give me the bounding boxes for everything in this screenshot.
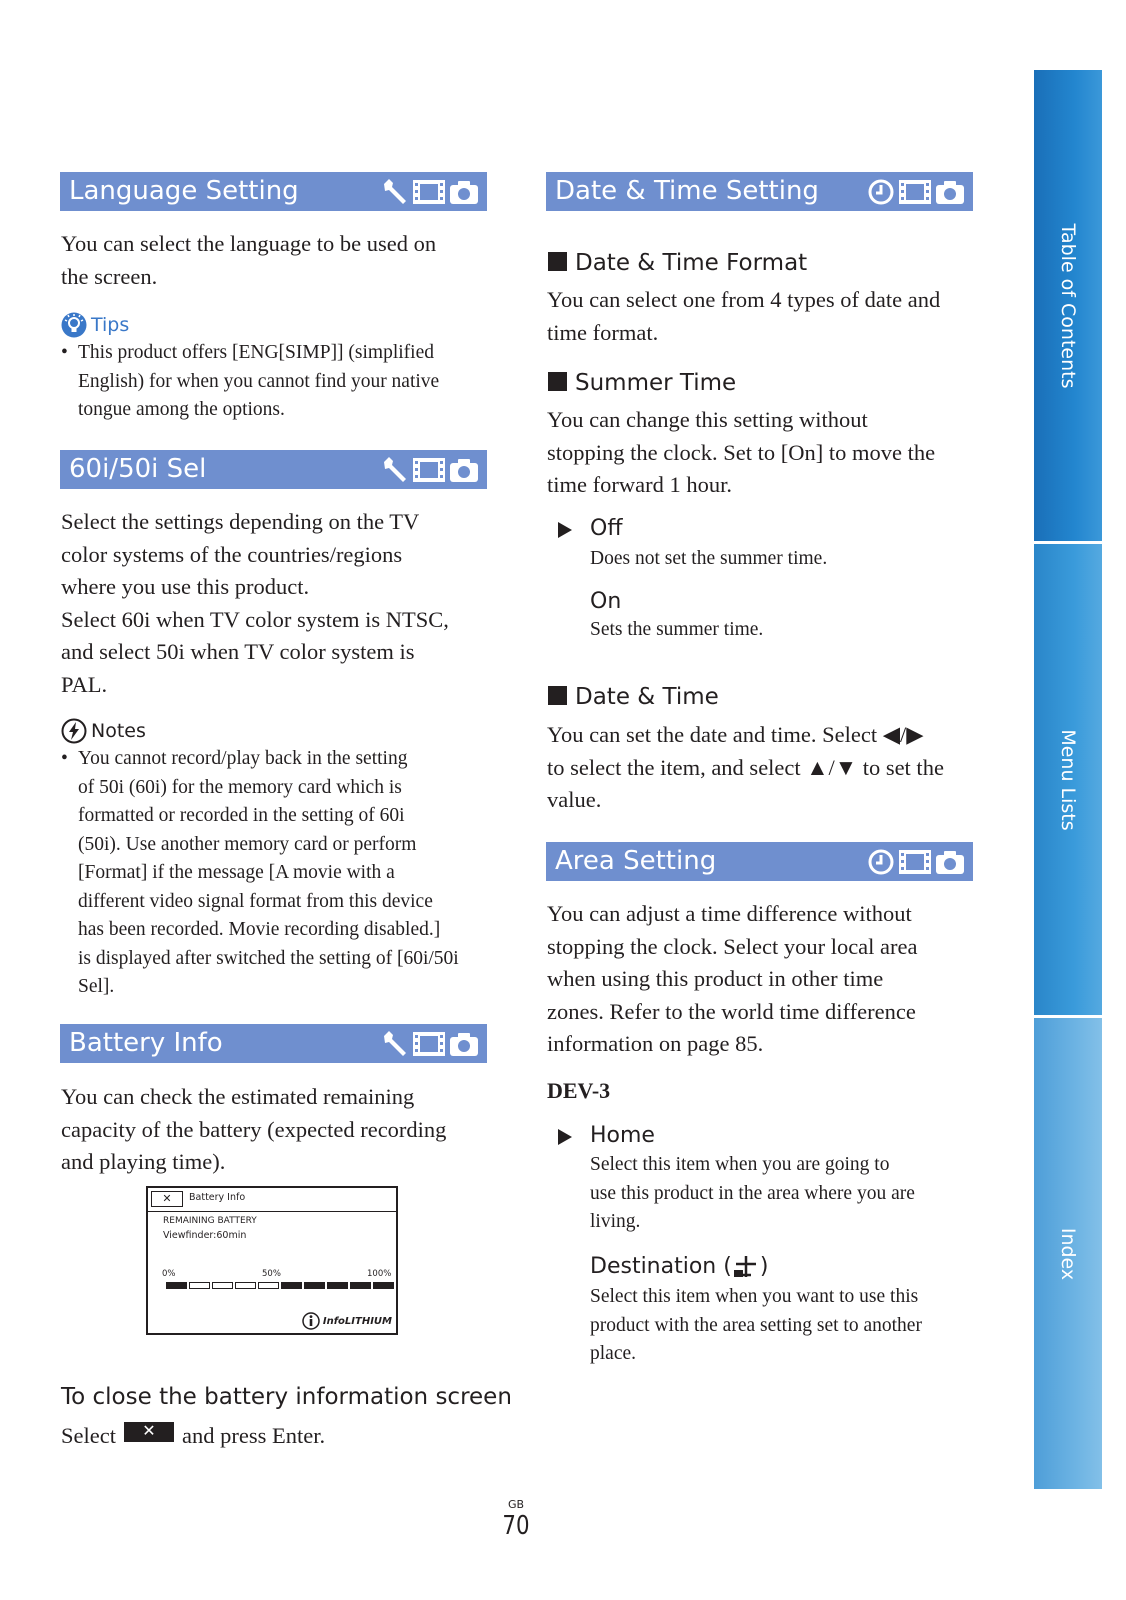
body-line: and playing time). <box>61 1149 226 1174</box>
close-button[interactable]: ✕ <box>151 1191 183 1207</box>
tab-index[interactable] <box>1034 1018 1102 1489</box>
body-line: You can select one from 4 types of date and <box>547 287 941 312</box>
region-code: GB <box>507 1498 525 1511</box>
body-line: where you use this product. <box>61 574 310 599</box>
tab-label: Table of Contents <box>1057 223 1079 388</box>
notes-line: You cannot record/play back in the setting <box>78 748 408 769</box>
remaining-label: REMAINING BATTERY <box>163 1216 257 1226</box>
notes-line: of 50i (60i) for the memory card which is <box>78 776 402 798</box>
option-description-line: product with the area setting set to another <box>590 1314 922 1336</box>
notes-label: Notes <box>91 720 146 742</box>
option-description-line: place. <box>590 1343 637 1364</box>
option-description-line: living. <box>590 1211 641 1232</box>
clock-icon <box>867 848 895 876</box>
notes-label-row <box>61 717 146 745</box>
movie-film-icon <box>898 848 932 876</box>
body-line: time forward 1 hour. <box>547 472 732 497</box>
wrench-icon <box>381 456 409 484</box>
percent-100: 100% <box>367 1269 392 1279</box>
notes-line: formatted or recorded in the setting of 60i <box>78 805 405 826</box>
tab-label: Index <box>1057 1227 1079 1280</box>
page-number: 70 <box>502 1511 530 1541</box>
subsection-heading: Date & Time <box>548 682 719 712</box>
section-header <box>546 842 973 881</box>
option-description: Sets the summer time. <box>590 619 764 640</box>
battery-info-screen <box>146 1186 398 1335</box>
notes-line: is displayed after switched the setting of [60i/50i <box>78 947 459 969</box>
option-description-line: Select this item when you want to use this <box>590 1286 919 1307</box>
body-line: Select the settings depending on the TV <box>61 509 420 534</box>
section-title: Area Setting <box>555 846 717 876</box>
body-line: time format. <box>547 319 659 345</box>
tips-lightbulb-icon <box>61 312 87 338</box>
battery-segment <box>350 1282 371 1289</box>
body-line: color systems of the countries/regions <box>61 541 403 567</box>
notes-line: [Format] if the message [A movie with a <box>78 862 395 883</box>
section-title: Date & Time Setting <box>555 176 819 206</box>
divider <box>148 1211 396 1212</box>
square-bullet-icon <box>548 252 567 271</box>
notes-line: has been recorded. Movie recording disabled.] <box>78 919 441 940</box>
battery-segment <box>304 1282 325 1289</box>
body-line: value. <box>547 787 602 812</box>
camera-icon <box>449 1030 479 1058</box>
tips-label: Tips <box>91 314 130 336</box>
tips-line: This product offers [ENG[SIMP]] (simplified <box>78 342 434 363</box>
movie-film-icon <box>898 178 932 206</box>
movie-film-icon <box>412 456 446 484</box>
body-line: capacity of the battery (expected recording <box>61 1116 447 1142</box>
percent-50: 50% <box>262 1269 281 1279</box>
body-line: stopping the clock. Set to [On] to move the <box>547 439 936 465</box>
tips-label-row <box>61 311 129 339</box>
option-label: Home <box>590 1123 655 1148</box>
body-line: You can change this setting without <box>547 407 868 432</box>
body-line: You can select the language to be used on <box>61 231 437 256</box>
battery-segment <box>166 1282 187 1289</box>
wrench-icon <box>381 178 409 206</box>
close-instructions-heading: To close the battery information screen <box>61 1384 512 1410</box>
option-description: Does not set the summer time. <box>590 548 828 569</box>
wrench-icon <box>381 1030 409 1058</box>
current-setting-triangle-icon <box>558 1129 572 1145</box>
section-title: Language Setting <box>69 176 299 206</box>
percent-0: 0% <box>162 1269 176 1279</box>
notes-line: Sel]. <box>78 976 115 997</box>
tab-menu-lists[interactable] <box>1034 544 1102 1015</box>
movie-film-icon <box>412 1030 446 1058</box>
section-header <box>546 172 973 211</box>
body-line: stopping the clock. Select your local area <box>547 933 918 959</box>
notes-line: (50i). Use another memory card or perform <box>78 833 417 855</box>
body-line: information on page 85. <box>547 1031 764 1056</box>
option-description-line: Select this item when you are going to <box>590 1154 890 1175</box>
body-line: to select the item, and select ▲/▼ to set the <box>547 754 944 780</box>
body-line: You can adjust a time difference without <box>547 901 912 926</box>
camera-icon <box>935 178 965 206</box>
camera-icon <box>935 848 965 876</box>
battery-segment <box>212 1282 233 1289</box>
square-bullet-icon <box>548 372 567 391</box>
option-label: On <box>590 589 622 614</box>
subsection-heading: Date & Time Format <box>548 248 807 278</box>
battery-level-bar <box>166 1282 394 1289</box>
body-line: and select 50i when TV color system is <box>61 639 415 664</box>
body-line: PAL. <box>61 671 108 697</box>
camera-icon <box>449 178 479 206</box>
section-title: Battery Info <box>69 1028 223 1058</box>
movie-film-icon <box>412 178 446 206</box>
option-label: Off <box>590 516 623 541</box>
body-line: Select 60i when TV color system is NTSC, <box>61 606 449 632</box>
infolithium-logo: InfoLITHIUM <box>302 1312 392 1330</box>
bullet: • <box>61 342 68 363</box>
notes-warning-icon <box>61 718 87 744</box>
body-line: You can check the estimated remaining <box>61 1084 415 1109</box>
tips-line: English) for when you cannot find your native <box>78 370 440 392</box>
section-header <box>60 450 487 489</box>
airplane-destination-icon <box>733 1255 759 1279</box>
clock-icon <box>867 178 895 206</box>
square-bullet-icon <box>548 686 567 705</box>
viewfinder-value: Viewfinder:60min <box>163 1230 247 1241</box>
battery-segment <box>281 1282 302 1289</box>
bullet: • <box>61 748 68 769</box>
notes-line: different video signal format from this device <box>78 890 433 912</box>
info-i-icon <box>302 1312 320 1330</box>
close-instructions: Select ✕ and press Enter. <box>61 1423 326 1448</box>
tab-table-of-contents[interactable] <box>1034 70 1102 541</box>
battery-segment <box>235 1282 256 1289</box>
screen-title: Battery Info <box>189 1192 246 1203</box>
section-title: 60i/50i Sel <box>69 454 207 484</box>
battery-segment <box>258 1282 279 1289</box>
body-line: the screen. <box>61 263 158 289</box>
body-line: zones. Refer to the world time difference <box>547 998 916 1024</box>
battery-segment <box>373 1282 394 1289</box>
tab-label: Menu Lists <box>1057 728 1079 831</box>
option-description-line: use this product in the area where you are <box>590 1182 915 1204</box>
option-label-destination: Destination ( ) <box>590 1254 769 1279</box>
subsection-heading: Summer Time <box>548 368 736 398</box>
battery-segment <box>327 1282 348 1289</box>
body-line: You can set the date and time. Select ◀/▶ <box>547 722 924 747</box>
tips-line: tongue among the options. <box>78 399 285 420</box>
section-header <box>60 172 487 211</box>
close-x-button-icon: ✕ <box>124 1422 174 1442</box>
body-line: when using this product in other time <box>547 966 884 991</box>
camera-icon <box>449 456 479 484</box>
model-label: DEV-3 <box>547 1078 611 1103</box>
section-header <box>60 1024 487 1063</box>
current-setting-triangle-icon <box>558 522 572 538</box>
battery-segment <box>189 1282 210 1289</box>
